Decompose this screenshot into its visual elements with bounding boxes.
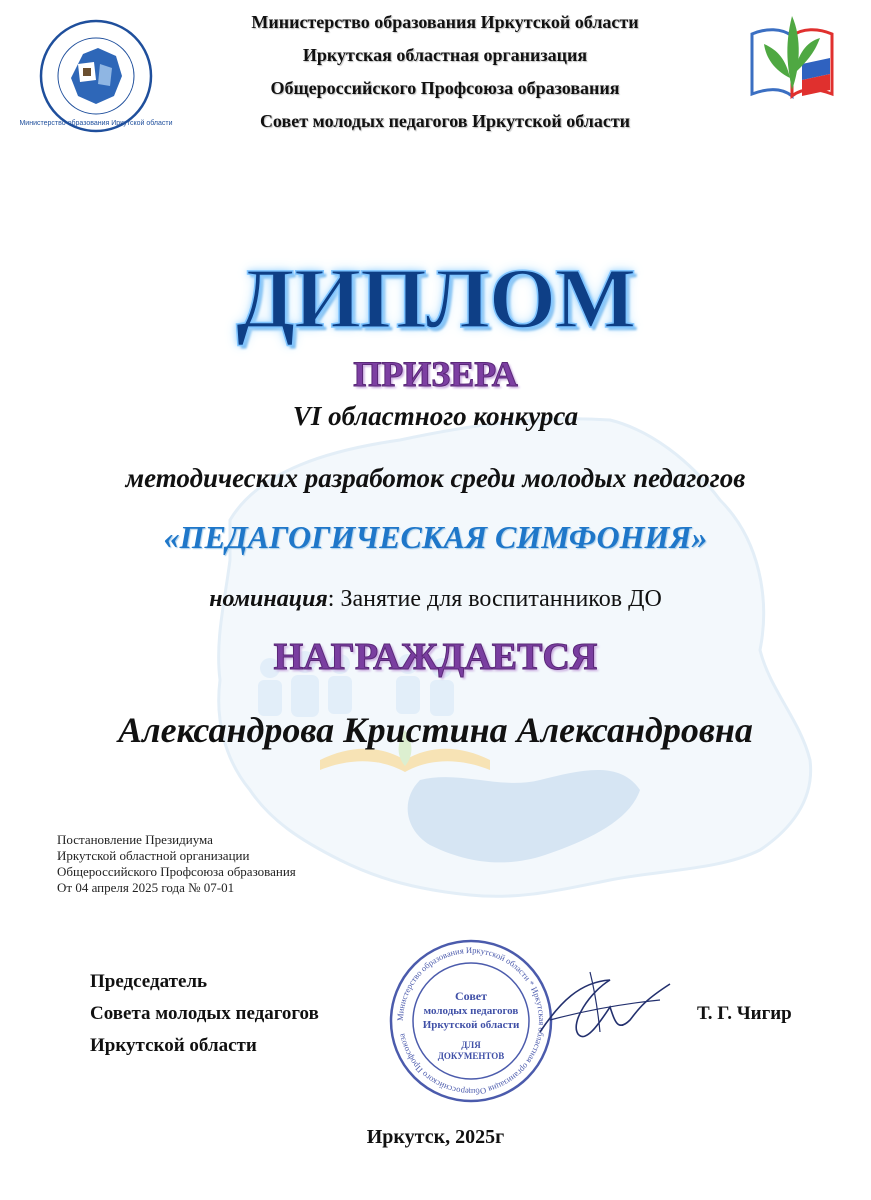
chair-line-2: Совета молодых педагогов [90,1003,319,1024]
header-line-2: Иркутская областная организация [302,45,588,65]
header-line-4: Совет молодых педагогов Иркутской области [259,111,631,131]
stamp-line-3: Иркутской области [422,1019,520,1031]
contest-line-2: методических разработок среди молодых педагогов [125,463,746,493]
chair-line-1: Председатель [90,971,208,992]
header-line-3: Общероссийского Профсоюза образования [270,78,620,98]
decree-line-2: Иркутской областной организации [57,848,250,863]
stamp-line-5: ДОКУМЕНТОВ [437,1051,505,1061]
awarded-heading: НАГРАЖДАЕТСЯ [273,636,598,678]
handwritten-signature [520,962,680,1052]
diploma-title: ДИПЛОМ [235,250,636,346]
diploma-subtitle: ПРИЗЕРА [353,354,518,394]
stamp-line-1: Совет [454,989,488,1003]
nomination-value: : Занятие для воспитанников ДО [327,586,662,612]
contest-line-1: VI областного конкурса [292,401,579,431]
header-line-1: Министерство образования Иркутской области [251,12,639,32]
decree-block [57,832,296,896]
left-logo-ring-text: Министерство образования Иркутской области [19,120,173,127]
decree-line-3: Общероссийского Профсоюза образования [57,864,296,879]
chair-line-3: Иркутской области [90,1035,257,1056]
city-year: Иркутск, 2025г [366,1126,505,1148]
chair-title [90,966,319,1062]
trade-union-logo-icon [744,8,840,108]
decree-line-1: Постановление Президиума [57,832,213,847]
signer-name: Т. Г. Чигир [697,1003,792,1024]
decree-line-4: От 04 апреля 2025 года № 07-01 [57,880,235,895]
nomination [0,582,871,616]
header [170,6,720,138]
ministry-emblem-icon [19,18,173,134]
nomination-label: номинация [209,586,328,612]
contest-name: «ПЕДАГОГИЧЕСКАЯ СИМФОНИЯ» [163,519,708,555]
recipient-name: Александрова Кристина Александровна [118,710,753,750]
stamp-line-2: молодых педагогов [423,1005,519,1017]
stamp-ring-text: Министерство образования Иркутской области * Иркутская областная организация Общероссийского Профсоюза [394,944,548,1098]
stamp-line-4: ДЛЯ [461,1040,481,1050]
